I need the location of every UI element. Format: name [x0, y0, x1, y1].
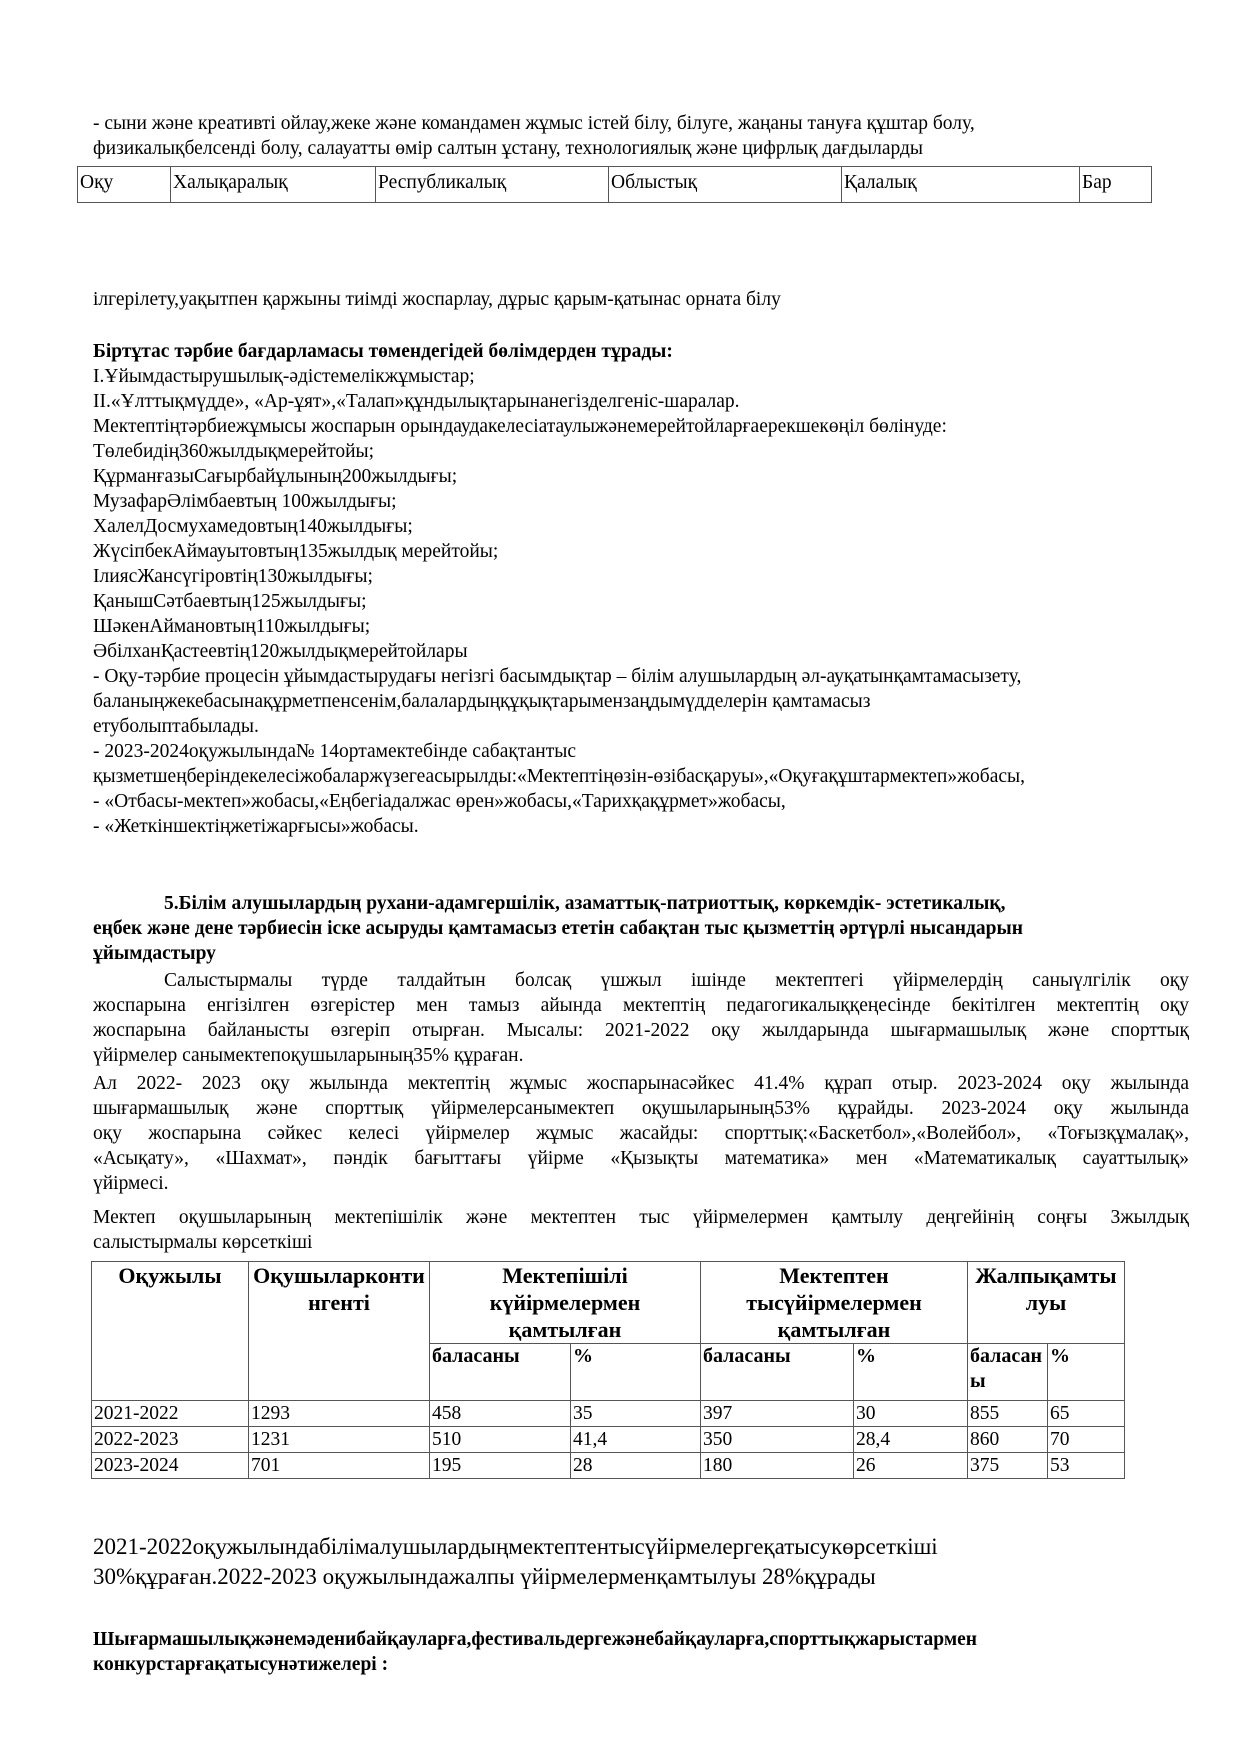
paragraph-line: Ал 2022- 2023 оқу жылында мектептің жұмыс жоспарынасәйкес 41.4% құрап отыр. 2023-2024 оқу жылында: [93, 1073, 1189, 1094]
table-cell: 35: [571, 1401, 701, 1427]
table-cell: 2021-2022: [92, 1401, 249, 1427]
list-item: ҚұрманғазыСағырбайұлының200жылдығы;: [93, 466, 458, 487]
table-cell: 860: [968, 1427, 1048, 1453]
subheader-percent: %: [1048, 1344, 1125, 1401]
text-line: - «Жеткіншектіңжетіжарғысы»жобасы.: [93, 816, 419, 837]
table-cell: Қалалық: [842, 167, 1080, 203]
paragraph-line: жоспарына енгізілген өзгерістер мен тамыз айында мектептің педагогикалыққеңесінде бекітілген мектептің оқу: [93, 995, 1189, 1016]
subheader-percent: %: [571, 1344, 701, 1401]
table-cell: 28,4: [854, 1427, 968, 1453]
list-item: ІлиясЖансүгіровтің130жылдығы;: [93, 566, 373, 587]
paragraph-line: салыстырмалы көрсеткіші: [93, 1232, 313, 1253]
table-row: [92, 1401, 1125, 1427]
final-heading: конкурстарғақатысунәтижелері :: [93, 1654, 389, 1675]
list-item: ҚанышСәтбаевтың125жылдығы;: [93, 591, 367, 612]
subheader-count: баласаны: [430, 1344, 571, 1401]
list-item: I.Ұйымдастырушылық-әдістемелікжұмыстар;: [93, 366, 475, 387]
table-cell: 510: [430, 1427, 571, 1453]
paragraph-line: оқу жоспарына сәйкес келесі үйірмелер жұмыс жасайды: спорттық:«Баскетбол»,«Волейбол», «Тоғызқұмалақ»,: [93, 1123, 1189, 1144]
text-line: - сыни және креативті ойлау,жеке және командамен жұмыс істей білу, білуге, жаңаны тануға құштар болу,: [93, 113, 975, 134]
table-cell: 26: [854, 1453, 968, 1479]
table-cell: 397: [701, 1401, 854, 1427]
list-item: ЖүсіпбекАймауытовтың135жылдық мерейтойы;: [93, 541, 499, 562]
table-cell: Халықаралық: [171, 167, 376, 203]
summary-line: 2021-2022оқужылындабілімалушылардыңмектептентысүйірмелергеқатысукөрсеткіші: [93, 1534, 938, 1559]
table-cell: 1293: [249, 1401, 430, 1427]
header-total: Жалпықамтылуы: [968, 1262, 1125, 1344]
table-cell: 701: [249, 1453, 430, 1479]
paragraph-line: үйірмесі.: [93, 1173, 169, 1194]
text-line: - 2023-2024оқужылында№ 14ортамектебінде сабақтантыс: [93, 741, 576, 762]
section-heading: еңбек және дене тәрбиесін іске асыруды қамтамасыз ететін сабақтан тыс қызметтің әртүрлі нысандарын: [93, 918, 1023, 939]
header-year: Оқужылы: [92, 1262, 249, 1401]
table-cell: 195: [430, 1453, 571, 1479]
subheader-percent: %: [854, 1344, 968, 1401]
table-cell: 458: [430, 1401, 571, 1427]
paragraph-line: «Асықату», «Шахмат», пәндік бағыттағы үйірме «Қызықты математика» мен «Математикалық сауаттылық»: [93, 1148, 1189, 1169]
subheader-count: баласаны: [968, 1344, 1048, 1401]
section-heading: 5.Білім алушылардың рухани-адамгершілік, азаматтық-патриоттық, көркемдік- эстетикалық,: [164, 893, 1006, 914]
table-cell: 2023-2024: [92, 1453, 249, 1479]
table-cell: 375: [968, 1453, 1048, 1479]
table-cell: Облыстық: [609, 167, 842, 203]
section-heading: Біртұтас тәрбие бағдарламасы төмендегідей бөлімдерден тұрады:: [93, 341, 673, 362]
table-cell: 30: [854, 1401, 968, 1427]
section-heading: ұйымдастыру: [93, 943, 216, 964]
header-contingent: Оқушыларконтингенті: [249, 1262, 430, 1401]
table-row: [92, 1427, 1125, 1453]
table-cell: 1231: [249, 1427, 430, 1453]
table-cell: Республикалық: [376, 167, 609, 203]
paragraph-line: Салыстырмалы түрде талдайтын болсақ үшжыл ішінде мектептегі үйірмелердің саныүлгілік оқу: [164, 970, 1189, 991]
table-cell: Оқу: [78, 167, 171, 203]
paragraph-line: шығармашылық және спорттық үйірмелерсанымектеп оқушыларының53% құрайды. 2023-2024 оқу жылында: [93, 1098, 1189, 1119]
final-heading: Шығармашылықжәнемәденибайқауларға,фестивальдергежәнебайқауларға,спорттықжарыстармен: [93, 1629, 978, 1650]
table-cell: 53: [1048, 1453, 1125, 1479]
list-item: II.«Ұлттықмүдде», «Ар-ұят»,«Талап»құндылықтарынанегізделгеніс-шаралар.: [93, 391, 740, 412]
table-row: [92, 1453, 1125, 1479]
header-outside: Мектептен тысүйірмелермен қамтылған: [701, 1262, 968, 1344]
text-line: - Оқу-тәрбие процесін ұйымдастырудағы негізгі басымдықтар – білім алушылардың әл-ауқатынқамтамасызету,: [93, 666, 1022, 687]
table-header-row: [92, 1262, 1125, 1344]
summary-line: 30%құраған.2022-2023 оқужылындажалпы үйірмелерменқамтылуы 28%құрады: [93, 1564, 876, 1589]
participation-table: [77, 166, 1152, 203]
table-cell: Бар: [1080, 167, 1152, 203]
table-cell: 65: [1048, 1401, 1125, 1427]
text-line: физикалықбелсенді болу, салауатты өмір салтын ұстану, технологиялық және цифрлық дағдыларды: [93, 138, 923, 159]
text-line: ілгерілету,уақытпен қаржыны тиімді жоспарлау, дұрыс қарым-қатынас орната білу: [93, 289, 781, 310]
list-item: ШәкенАймановтың110жылдығы;: [93, 616, 371, 637]
text-line: етуболыптабылады.: [93, 716, 259, 737]
table-row: [78, 167, 1152, 203]
list-item: ХалелДосмухамедовтың140жылдығы;: [93, 516, 413, 537]
list-item: ӘбілханҚастеевтің120жылдықмерейтойлары: [93, 641, 468, 662]
table-cell: 180: [701, 1453, 854, 1479]
table-cell: 855: [968, 1401, 1048, 1427]
text-line: қызметшеңберіндекелесіжобаларжүзегеасырылды:«Мектептіңөзін-өзібасқаруы»,«Оқуғақұштармектеп»жобасы,: [93, 766, 1026, 787]
text-line: баланыңжекебасынақұрметпенсенім,балалардыңқұқықтарымензаңдымүдделерін қамтамасыз: [93, 691, 871, 712]
paragraph-line: Мектеп оқушыларының мектепішілік және мектептен тыс үйірмелермен қамтылу деңгейінің соңғы 3жылдық: [93, 1207, 1189, 1228]
table-cell: 41,4: [571, 1427, 701, 1453]
list-item: МузафарӘлімбаевтың 100жылдығы;: [93, 491, 397, 512]
table-cell: 350: [701, 1427, 854, 1453]
header-inside: Мектепішілі күйірмелермен қамтылған: [430, 1262, 701, 1344]
club-coverage-table: [91, 1261, 1125, 1479]
paragraph-line: жоспарына байланысты өзгеріп отырған. Мысалы: 2021-2022 оқу жылдарында шығармашылық және спорттық: [93, 1020, 1189, 1041]
paragraph-line: үйірмелер санымектепоқушыларының35% құраған.: [93, 1045, 524, 1066]
table-cell: 28: [571, 1453, 701, 1479]
text-line: - «Отбасы-мектеп»жобасы,«Еңбегіадалжас өрен»жобасы,«Тарихқақұрмет»жобасы,: [93, 791, 786, 812]
list-item: Төлебидің360жылдықмерейтойы;: [93, 441, 375, 462]
subheader-count: баласаны: [701, 1344, 854, 1401]
list-item: Мектептіңтәрбиежұмысы жоспарын орындаудакелесіатаулыжәнемерейтойларғаерекшекөңіл бөлінуде:: [93, 416, 947, 437]
table-cell: 2022-2023: [92, 1427, 249, 1453]
table-cell: 70: [1048, 1427, 1125, 1453]
